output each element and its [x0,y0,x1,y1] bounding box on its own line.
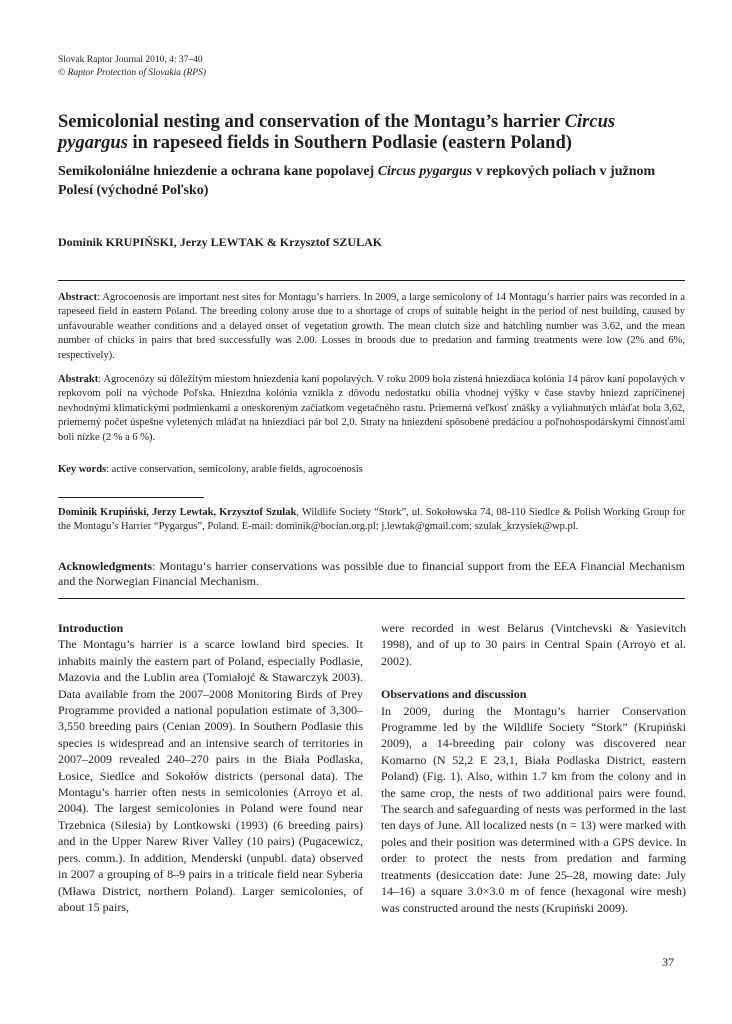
copyright-line: © Raptor Protection of Slovakia (RPS) [58,68,207,78]
divider-bottom [58,598,685,599]
observations-paragraph: In 2009, during the Montagu’s harrier Conservation Programme led by the Wildlife Society “Stork” (Krupiński 2009), a 14-breeding pair colony was discovered near Komarno (N 52,2 E 23,1, Biała Podlaska District, eastern Poland) (Fig. 1). Also, within 1.7 km from the colony and in the same crop, the nests of two additional pairs were found. The search and safeguarding of nests was performed in the last ten days of June. All localized nests (n = 13) were marked with poles and their position was determined with a GPS device. In order to protect the nests from predation and farming treatments (desiccation date: June 25–28, mowing date: July 14–16) a square 3.0×3.0 m of fence (hexagonal wire mesh) was constructed around the nests (Krupiński 2009). [381,703,686,915]
affiliation-names: Dominik Krupiński, Jerzy Lewtak, Krzysztof Szulak [58,507,297,518]
journal-header [58,54,206,80]
footnote-divider [58,497,204,498]
keywords-text: : active conservation, semicolony, arable fields, agrocoenosis [106,464,363,475]
introduction-paragraph: The Montagu’s harrier is a scarce lowland bird species. It inhabits mainly the eastern part of Poland, especially Podlasie, Mazovia and the Lublin area (Tomiałojć & Stawarczyk 2003). Data available from the 2007–2008 Monitoring Birds of Prey Programme provided a national population estimate of 3,300–3,550 breeding pairs (Cenian 2009). In Southern Podlasie this species is widespread and an intensive search of territories in 2007–2009 revealed 240–270 pairs in the Biała Podlaska, Łosice, Siedlce and Sokołów districts (personal data). The Montagu’s harrier often nests in semicolonies (Arroyo et al. 2004). The largest semicolonies in Poland were found near Trzebnica (Silesia) by Lontkowski (1993) (6 breeding pairs) and in the Upper Narew River Valley (10 pairs) (Pugacewicz, pers. comm.). In addition, Menderski (unpubl. data) observed in 2007 a grouping of 8–9 pairs in a triticale field near Syberia (Mława District, northern Poland). Larger semicolonies, of about 15 pairs, [58,637,363,914]
observations-heading: Observations and discussion [381,687,527,702]
subtitle-species: Circus pygargus [377,164,473,179]
subtitle-text-2: v repkových poliach v južnom Polesí (východné Poľsko) [58,164,656,198]
keywords-label: Key words [58,464,107,475]
title-species: Circus pygargus [58,112,616,153]
author-list: Dominik KRUPIŃSKI, Jerzy LEWTAK & Krzysztof SZULAK [58,235,383,249]
abstrakt-text: : Agrocenózy sú dôležitým miestom hniezdenia kaní popolavých. V roku 2009 bola zistená hniezdiaca kolónia 14 párov kaní popolavých v repkovom poli na východe Poľska. Hniezdna kolónia vznikla z dôvodu nedostatku obilia vhodnej výšky v čase stavby hniezd zapríčinenej nevhodnými klimatickými podmienkami a oneskoreným začiatkom vegetačného rastu. Priemerná veľkosť znášky a vyliahnutých mláďat bola 3,62, priemerný počet úspešne vyletených mláďat na hniezdiaci pár bol 2,0. Straty na hniezdení spôsobené predáciou a poľnohospodárskymi činnosťami boli nízke (2 % a 6 %). [58,374,685,443]
title-text-2: in rapeseed fields in Southern Podlasie (eastern Poland) [127,133,572,153]
abstract-slovak [58,373,685,445]
author-affiliation [58,506,685,535]
column-right [381,620,686,916]
abstract-english [58,291,685,363]
page-number: 37 [662,955,674,969]
abstract-label: Abstract [58,292,98,303]
keywords [58,463,685,477]
affiliation-text: , Wildlife Society “Stork”, ul. Sokołowska 74, 08-110 Siedlce & Polish Working Group for the Montagu’s Harrier “Pygargus”, Poland. E-mail: dominik@bocian.org.pl; j.lewtak@gmail.com; szulak_krzysiek@wp.pl. [58,507,685,533]
introduction-continued: were recorded in west Belarus (Vintchevski & Yasievitch 1998), and of up to 30 pairs in Central Spain (Arroyo et al. 2002). [381,621,686,668]
article-title [58,112,658,154]
article-subtitle [58,162,690,200]
title-text-1: Semicolonial nesting and conservation of the Montagu’s harrier [58,112,565,132]
acknowledgments-label: Acknowledgments [58,559,153,573]
acknowledgments-text: : Montagu‘s harrier conservations was possible due to financial support from the EEA Financial Mechanism and the Norwegian Financial Mechanism. [58,559,685,589]
abstract-text: : Agrocoenosis are important nest sites for Montagu’s harriers. In 2009, a large semicolony of 14 Montagu’s harrier pairs was recorded in a rapeseed field in eastern Poland. The breeding colony arose due to a shortage of crops of suitable height in the period of nest building, caused by unfavourable weather conditions and a delayed onset of vegetation growth. The mean clutch size and hatchling number was 3.62, and the mean number of chicks in pairs that bred successfully was 2.00. Losses in broods due to predation and farming treatments were low (2% and 6%, respectively). [58,292,685,361]
journal-citation: Slovak Raptor Journal 2010, 4: 37–40 [58,55,203,65]
subtitle-text-1: Semikoloniálne hniezdenie a ochrana kane popolavej [58,164,378,179]
acknowledgments [58,559,685,590]
abstrakt-label: Abstrakt [58,374,99,385]
column-left [58,620,363,915]
introduction-heading: Introduction [58,621,124,635]
divider-top [58,280,685,281]
